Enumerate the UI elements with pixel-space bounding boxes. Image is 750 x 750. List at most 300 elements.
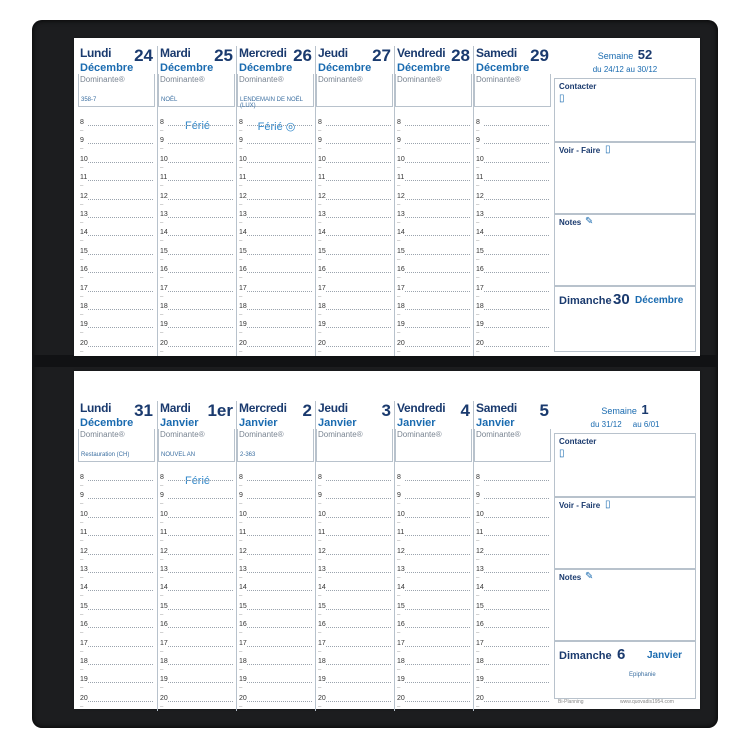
hour-slot[interactable] <box>395 581 474 599</box>
hour-line <box>247 572 312 573</box>
hour-line <box>484 498 549 499</box>
hour-slot[interactable] <box>158 692 237 710</box>
hour-slot[interactable] <box>237 282 316 300</box>
half-hour-mark: – <box>397 556 401 563</box>
hour-slot[interactable] <box>474 563 553 581</box>
hour-slot[interactable] <box>474 300 553 318</box>
half-hour-mark: – <box>160 666 164 673</box>
hour-slot[interactable] <box>78 190 157 208</box>
hour-slot[interactable] <box>316 153 395 171</box>
half-hour-mark: – <box>476 556 480 563</box>
hour-slot[interactable] <box>474 282 553 300</box>
hour-number: 15 <box>318 247 326 255</box>
hour-number: 20 <box>476 694 484 702</box>
half-hour-mark: – <box>160 685 164 692</box>
hour-slot[interactable] <box>78 282 157 300</box>
week-range: du 24/12 au 30/12 <box>592 65 658 74</box>
hour-slot[interactable] <box>395 508 474 526</box>
hour-slot[interactable] <box>474 655 553 673</box>
hour-line <box>168 125 233 126</box>
hour-slot[interactable] <box>237 673 316 691</box>
day-name: Vendredi <box>397 46 446 60</box>
day-column[interactable] <box>473 46 553 356</box>
day-column[interactable] <box>315 46 395 356</box>
hour-slot[interactable] <box>237 600 316 618</box>
hour-slot[interactable] <box>237 245 316 263</box>
hour-number: 8 <box>318 474 322 481</box>
half-hour-mark: – <box>239 648 243 655</box>
hour-line <box>405 143 470 144</box>
day-column[interactable] <box>236 46 316 356</box>
hour-number: 18 <box>80 657 88 665</box>
hour-slot[interactable] <box>78 618 157 636</box>
half-hour-mark: – <box>160 183 164 190</box>
day-column[interactable] <box>473 401 553 711</box>
hour-slot[interactable] <box>474 208 553 226</box>
hour-slot[interactable] <box>237 171 316 189</box>
hour-number: 10 <box>239 155 247 163</box>
half-hour-mark: – <box>397 219 401 226</box>
hour-slot[interactable] <box>237 471 316 489</box>
hour-slot[interactable] <box>474 153 553 171</box>
hour-line <box>247 272 312 273</box>
half-hour-mark: – <box>318 501 322 508</box>
hour-slot[interactable] <box>237 508 316 526</box>
hour-slot[interactable] <box>237 318 316 336</box>
hour-slot[interactable] <box>78 245 157 263</box>
hour-line <box>484 572 549 573</box>
hour-line <box>326 143 391 144</box>
hour-line <box>405 180 470 181</box>
hour-number: 15 <box>160 602 168 610</box>
hour-slot[interactable] <box>78 471 157 489</box>
hour-slot[interactable] <box>474 600 553 618</box>
hour-slot[interactable] <box>158 134 237 152</box>
hour-line <box>168 309 233 310</box>
hour-slot[interactable] <box>395 471 474 489</box>
hour-slot[interactable] <box>78 655 157 673</box>
hour-slot[interactable] <box>316 337 395 355</box>
ferie-label: Férié <box>184 475 211 487</box>
hour-slot[interactable] <box>316 300 395 318</box>
half-hour-mark: – <box>239 146 243 153</box>
hour-slot[interactable] <box>395 171 474 189</box>
half-hour-mark: – <box>397 519 401 526</box>
hour-slot[interactable] <box>395 337 474 355</box>
hour-slot[interactable] <box>316 673 395 691</box>
hour-number: 10 <box>318 155 326 163</box>
hour-slot[interactable] <box>78 637 157 655</box>
hour-number: 8 <box>160 119 164 126</box>
half-hour-mark: – <box>476 519 480 526</box>
hour-number: 8 <box>80 474 84 481</box>
day-column[interactable] <box>394 46 474 356</box>
hour-slot[interactable] <box>316 226 395 244</box>
hour-slot[interactable] <box>158 153 237 171</box>
hour-slot[interactable] <box>237 208 316 226</box>
hour-slot[interactable] <box>78 673 157 691</box>
hour-line <box>484 609 549 610</box>
notes-label: Notes <box>559 218 582 227</box>
hour-line <box>88 272 153 273</box>
hour-line <box>326 609 391 610</box>
hour-slots <box>395 116 474 355</box>
hour-slot[interactable] <box>395 300 474 318</box>
hour-slot[interactable] <box>158 489 237 507</box>
hour-line <box>326 180 391 181</box>
hour-line <box>405 572 470 573</box>
half-hour-mark: – <box>80 348 84 355</box>
half-hour-mark: – <box>318 574 322 581</box>
hour-number: 18 <box>239 657 247 665</box>
hour-slot[interactable] <box>78 489 157 507</box>
hour-slot[interactable] <box>474 471 553 489</box>
hour-slot[interactable] <box>474 637 553 655</box>
contacter-box[interactable] <box>554 433 696 497</box>
day-number: 2 <box>302 401 312 420</box>
hour-line <box>405 590 470 591</box>
hour-line <box>247 143 312 144</box>
half-hour-mark: – <box>397 685 401 692</box>
hour-number: 19 <box>476 676 484 684</box>
hour-slot[interactable] <box>474 171 553 189</box>
hour-line <box>405 498 470 499</box>
week-header <box>554 401 696 437</box>
hour-slot[interactable] <box>237 263 316 281</box>
hour-slot[interactable] <box>395 190 474 208</box>
sunday-month: Janvier <box>647 650 683 661</box>
hour-slot[interactable] <box>237 581 316 599</box>
half-hour-mark: – <box>239 293 243 300</box>
hour-slot[interactable] <box>158 208 237 226</box>
hour-slot[interactable] <box>395 226 474 244</box>
hour-slot[interactable] <box>158 563 237 581</box>
hour-line <box>168 627 233 628</box>
contacter-box[interactable] <box>554 78 696 142</box>
hour-slot[interactable] <box>237 655 316 673</box>
hour-slot[interactable] <box>237 637 316 655</box>
hour-slot[interactable] <box>158 545 237 563</box>
hour-slot[interactable] <box>316 471 395 489</box>
half-hour-mark: – <box>160 146 164 153</box>
hour-number: 11 <box>239 529 247 537</box>
hour-slot[interactable] <box>78 581 157 599</box>
hour-slot[interactable] <box>237 226 316 244</box>
hour-number: 13 <box>239 210 247 218</box>
hour-slot[interactable] <box>474 581 553 599</box>
hour-number: 13 <box>160 210 168 218</box>
hour-slot[interactable] <box>316 600 395 618</box>
hour-slot[interactable] <box>78 545 157 563</box>
hour-slot[interactable] <box>395 489 474 507</box>
half-hour-mark: – <box>476 293 480 300</box>
hour-slot[interactable] <box>237 489 316 507</box>
hour-slot[interactable] <box>316 563 395 581</box>
hour-slot[interactable] <box>237 337 316 355</box>
hour-slot[interactable] <box>316 526 395 544</box>
hour-slot[interactable] <box>474 226 553 244</box>
hour-slot[interactable] <box>474 508 553 526</box>
hour-slot[interactable] <box>78 692 157 710</box>
day-column[interactable] <box>394 401 474 711</box>
half-hour-mark: – <box>318 556 322 563</box>
half-hour-mark: – <box>318 293 322 300</box>
hour-slot[interactable] <box>395 563 474 581</box>
hour-slot[interactable] <box>474 489 553 507</box>
half-hour-mark: – <box>239 238 243 245</box>
hour-slot[interactable] <box>158 245 237 263</box>
week-52-page <box>74 38 700 356</box>
half-hour-mark: – <box>318 330 322 337</box>
hour-line <box>247 254 312 255</box>
hour-number: 9 <box>397 137 401 145</box>
hour-slot[interactable] <box>158 282 237 300</box>
half-hour-mark: – <box>160 574 164 581</box>
hour-slot[interactable] <box>474 318 553 336</box>
hour-slot[interactable] <box>237 545 316 563</box>
hour-slot[interactable] <box>158 600 237 618</box>
hour-number: 17 <box>160 284 168 292</box>
hour-slot[interactable] <box>395 318 474 336</box>
hour-line <box>168 143 233 144</box>
hour-slot[interactable] <box>395 282 474 300</box>
hour-line <box>168 682 233 683</box>
half-hour-mark: – <box>318 164 322 171</box>
hour-slot[interactable] <box>78 300 157 318</box>
hour-slot[interactable] <box>78 226 157 244</box>
day-column[interactable] <box>78 46 157 356</box>
half-hour-mark: – <box>80 611 84 618</box>
voir-faire-box[interactable] <box>554 142 696 214</box>
hour-slot[interactable] <box>158 673 237 691</box>
hour-slot[interactable] <box>237 618 316 636</box>
hour-slot[interactable] <box>237 692 316 710</box>
hour-slot[interactable] <box>395 655 474 673</box>
half-hour-mark: – <box>397 348 401 355</box>
hour-number: 10 <box>476 510 484 518</box>
day-name: Lundi <box>80 401 112 415</box>
half-hour-mark: – <box>397 128 401 134</box>
hour-slot[interactable] <box>395 208 474 226</box>
hour-number: 14 <box>397 584 405 592</box>
hour-line <box>247 291 312 292</box>
hour-slot[interactable] <box>474 618 553 636</box>
week-1-days <box>78 401 552 711</box>
hour-slot[interactable] <box>474 245 553 263</box>
hour-slot[interactable] <box>395 245 474 263</box>
hour-number: 14 <box>239 584 247 592</box>
half-hour-mark: – <box>318 538 322 545</box>
hour-slot[interactable] <box>158 190 237 208</box>
half-hour-mark: – <box>80 556 84 563</box>
hour-slot[interactable] <box>395 545 474 563</box>
day-name: Mardi <box>160 46 191 60</box>
hour-line <box>247 646 312 647</box>
ferie-label: Férié <box>184 120 211 132</box>
hour-slot[interactable] <box>158 337 237 355</box>
hour-slot[interactable] <box>316 263 395 281</box>
hour-number: 10 <box>80 510 88 518</box>
hour-slot[interactable] <box>316 208 395 226</box>
hour-slot[interactable] <box>395 692 474 710</box>
hour-slot[interactable] <box>316 245 395 263</box>
sunday-number: 6 <box>617 646 626 663</box>
hour-number: 11 <box>160 174 168 182</box>
sunday-note: Epiphanie <box>629 672 656 678</box>
hour-slot[interactable] <box>474 116 553 134</box>
hour-slot[interactable] <box>237 563 316 581</box>
hour-slot[interactable] <box>158 471 237 489</box>
hour-number: 19 <box>318 321 326 329</box>
hour-slot[interactable] <box>316 508 395 526</box>
hour-number: 8 <box>80 119 84 126</box>
hour-slot[interactable] <box>395 618 474 636</box>
hour-slot[interactable] <box>78 134 157 152</box>
hour-slot[interactable] <box>316 692 395 710</box>
half-hour-mark: – <box>476 201 480 208</box>
hour-slot[interactable] <box>158 116 237 134</box>
hour-slot[interactable] <box>316 282 395 300</box>
day-name: Vendredi <box>397 401 446 415</box>
day-month: Décembre <box>80 62 134 74</box>
half-hour-mark: – <box>239 630 243 637</box>
hour-slot[interactable] <box>316 489 395 507</box>
half-hour-mark: – <box>318 593 322 600</box>
day-column[interactable] <box>236 401 316 711</box>
hour-slot[interactable] <box>474 673 553 691</box>
voir-faire-box[interactable] <box>554 497 696 569</box>
hour-slot[interactable] <box>78 153 157 171</box>
half-hour-mark: – <box>476 483 480 489</box>
hour-slot[interactable] <box>395 116 474 134</box>
hour-line <box>405 125 470 126</box>
hour-slot[interactable] <box>474 337 553 355</box>
hour-slot[interactable] <box>158 226 237 244</box>
notes-box[interactable] <box>554 214 696 286</box>
hour-slot[interactable] <box>158 526 237 544</box>
hour-slot[interactable] <box>474 134 553 152</box>
hour-slot[interactable] <box>158 655 237 673</box>
hour-slot[interactable] <box>316 171 395 189</box>
day-name: Samedi <box>476 46 517 60</box>
hour-slot[interactable] <box>78 508 157 526</box>
hour-slot[interactable] <box>237 190 316 208</box>
hour-number: 11 <box>397 529 405 537</box>
hour-slot[interactable] <box>316 116 395 134</box>
hour-slot[interactable] <box>395 153 474 171</box>
hour-line <box>326 498 391 499</box>
hour-number: 11 <box>160 529 168 537</box>
hour-slot[interactable] <box>316 190 395 208</box>
dominante-label: Dominante® <box>80 430 125 439</box>
hour-line <box>88 664 153 665</box>
half-hour-mark: – <box>239 330 243 337</box>
half-hour-mark: – <box>397 164 401 171</box>
half-hour-mark: – <box>160 703 164 710</box>
hour-slot[interactable] <box>78 263 157 281</box>
notes-box[interactable] <box>554 569 696 641</box>
hour-slot[interactable] <box>237 116 316 134</box>
hour-slot[interactable] <box>395 637 474 655</box>
half-hour-mark: – <box>318 275 322 282</box>
hour-slot[interactable] <box>78 600 157 618</box>
hour-slot[interactable] <box>158 300 237 318</box>
hour-slot[interactable] <box>395 134 474 152</box>
hour-slot[interactable] <box>395 673 474 691</box>
hour-slot[interactable] <box>474 190 553 208</box>
hour-slot[interactable] <box>78 337 157 355</box>
hour-slot[interactable] <box>316 134 395 152</box>
half-hour-mark: – <box>239 703 243 710</box>
hour-slot[interactable] <box>316 581 395 599</box>
hour-slot[interactable] <box>316 545 395 563</box>
hour-slot[interactable] <box>158 618 237 636</box>
hour-slot[interactable] <box>158 637 237 655</box>
hour-slot[interactable] <box>316 655 395 673</box>
hour-line <box>168 535 233 536</box>
half-hour-mark: – <box>160 275 164 282</box>
hour-number: 15 <box>397 602 405 610</box>
hour-slot[interactable] <box>158 508 237 526</box>
hour-line <box>247 235 312 236</box>
sunday-box[interactable] <box>554 641 696 699</box>
hour-slot[interactable] <box>237 300 316 318</box>
hour-slot[interactable] <box>78 116 157 134</box>
hour-slot[interactable] <box>158 318 237 336</box>
hour-slot[interactable] <box>395 600 474 618</box>
hour-slot[interactable] <box>158 263 237 281</box>
sunday-number: 30 <box>613 291 630 308</box>
hour-slot[interactable] <box>474 263 553 281</box>
contacter-label: Contacter <box>559 437 597 446</box>
hour-number: 17 <box>160 639 168 647</box>
sunday-box[interactable] <box>554 286 696 352</box>
hour-slot[interactable] <box>395 263 474 281</box>
hour-number: 16 <box>476 621 484 629</box>
hour-slot[interactable] <box>316 637 395 655</box>
half-hour-mark: – <box>239 348 243 355</box>
half-hour-mark: – <box>160 630 164 637</box>
hour-slot[interactable] <box>78 526 157 544</box>
hour-number: 10 <box>397 510 405 518</box>
day-month: Janvier <box>239 417 278 429</box>
week-number: 1 <box>641 402 649 417</box>
hour-slot[interactable] <box>316 618 395 636</box>
hour-slot[interactable] <box>78 208 157 226</box>
hour-slot[interactable] <box>158 581 237 599</box>
hour-slot[interactable] <box>395 526 474 544</box>
hour-line <box>484 272 549 273</box>
hour-slot[interactable] <box>158 171 237 189</box>
hour-line <box>168 646 233 647</box>
day-column[interactable] <box>157 401 237 711</box>
half-hour-mark: – <box>80 330 84 337</box>
hour-slot[interactable] <box>78 563 157 581</box>
day-column[interactable] <box>157 46 237 356</box>
hour-slot[interactable] <box>474 692 553 710</box>
day-column[interactable] <box>315 401 395 711</box>
hour-slot[interactable] <box>316 318 395 336</box>
hour-slot[interactable] <box>237 153 316 171</box>
hour-slot[interactable] <box>237 526 316 544</box>
hour-slot[interactable] <box>474 526 553 544</box>
hour-slot[interactable] <box>237 134 316 152</box>
hour-slot[interactable] <box>474 545 553 563</box>
hour-slot[interactable] <box>78 318 157 336</box>
day-column[interactable] <box>78 401 157 711</box>
hour-slot[interactable] <box>78 171 157 189</box>
hour-number: 17 <box>80 639 88 647</box>
